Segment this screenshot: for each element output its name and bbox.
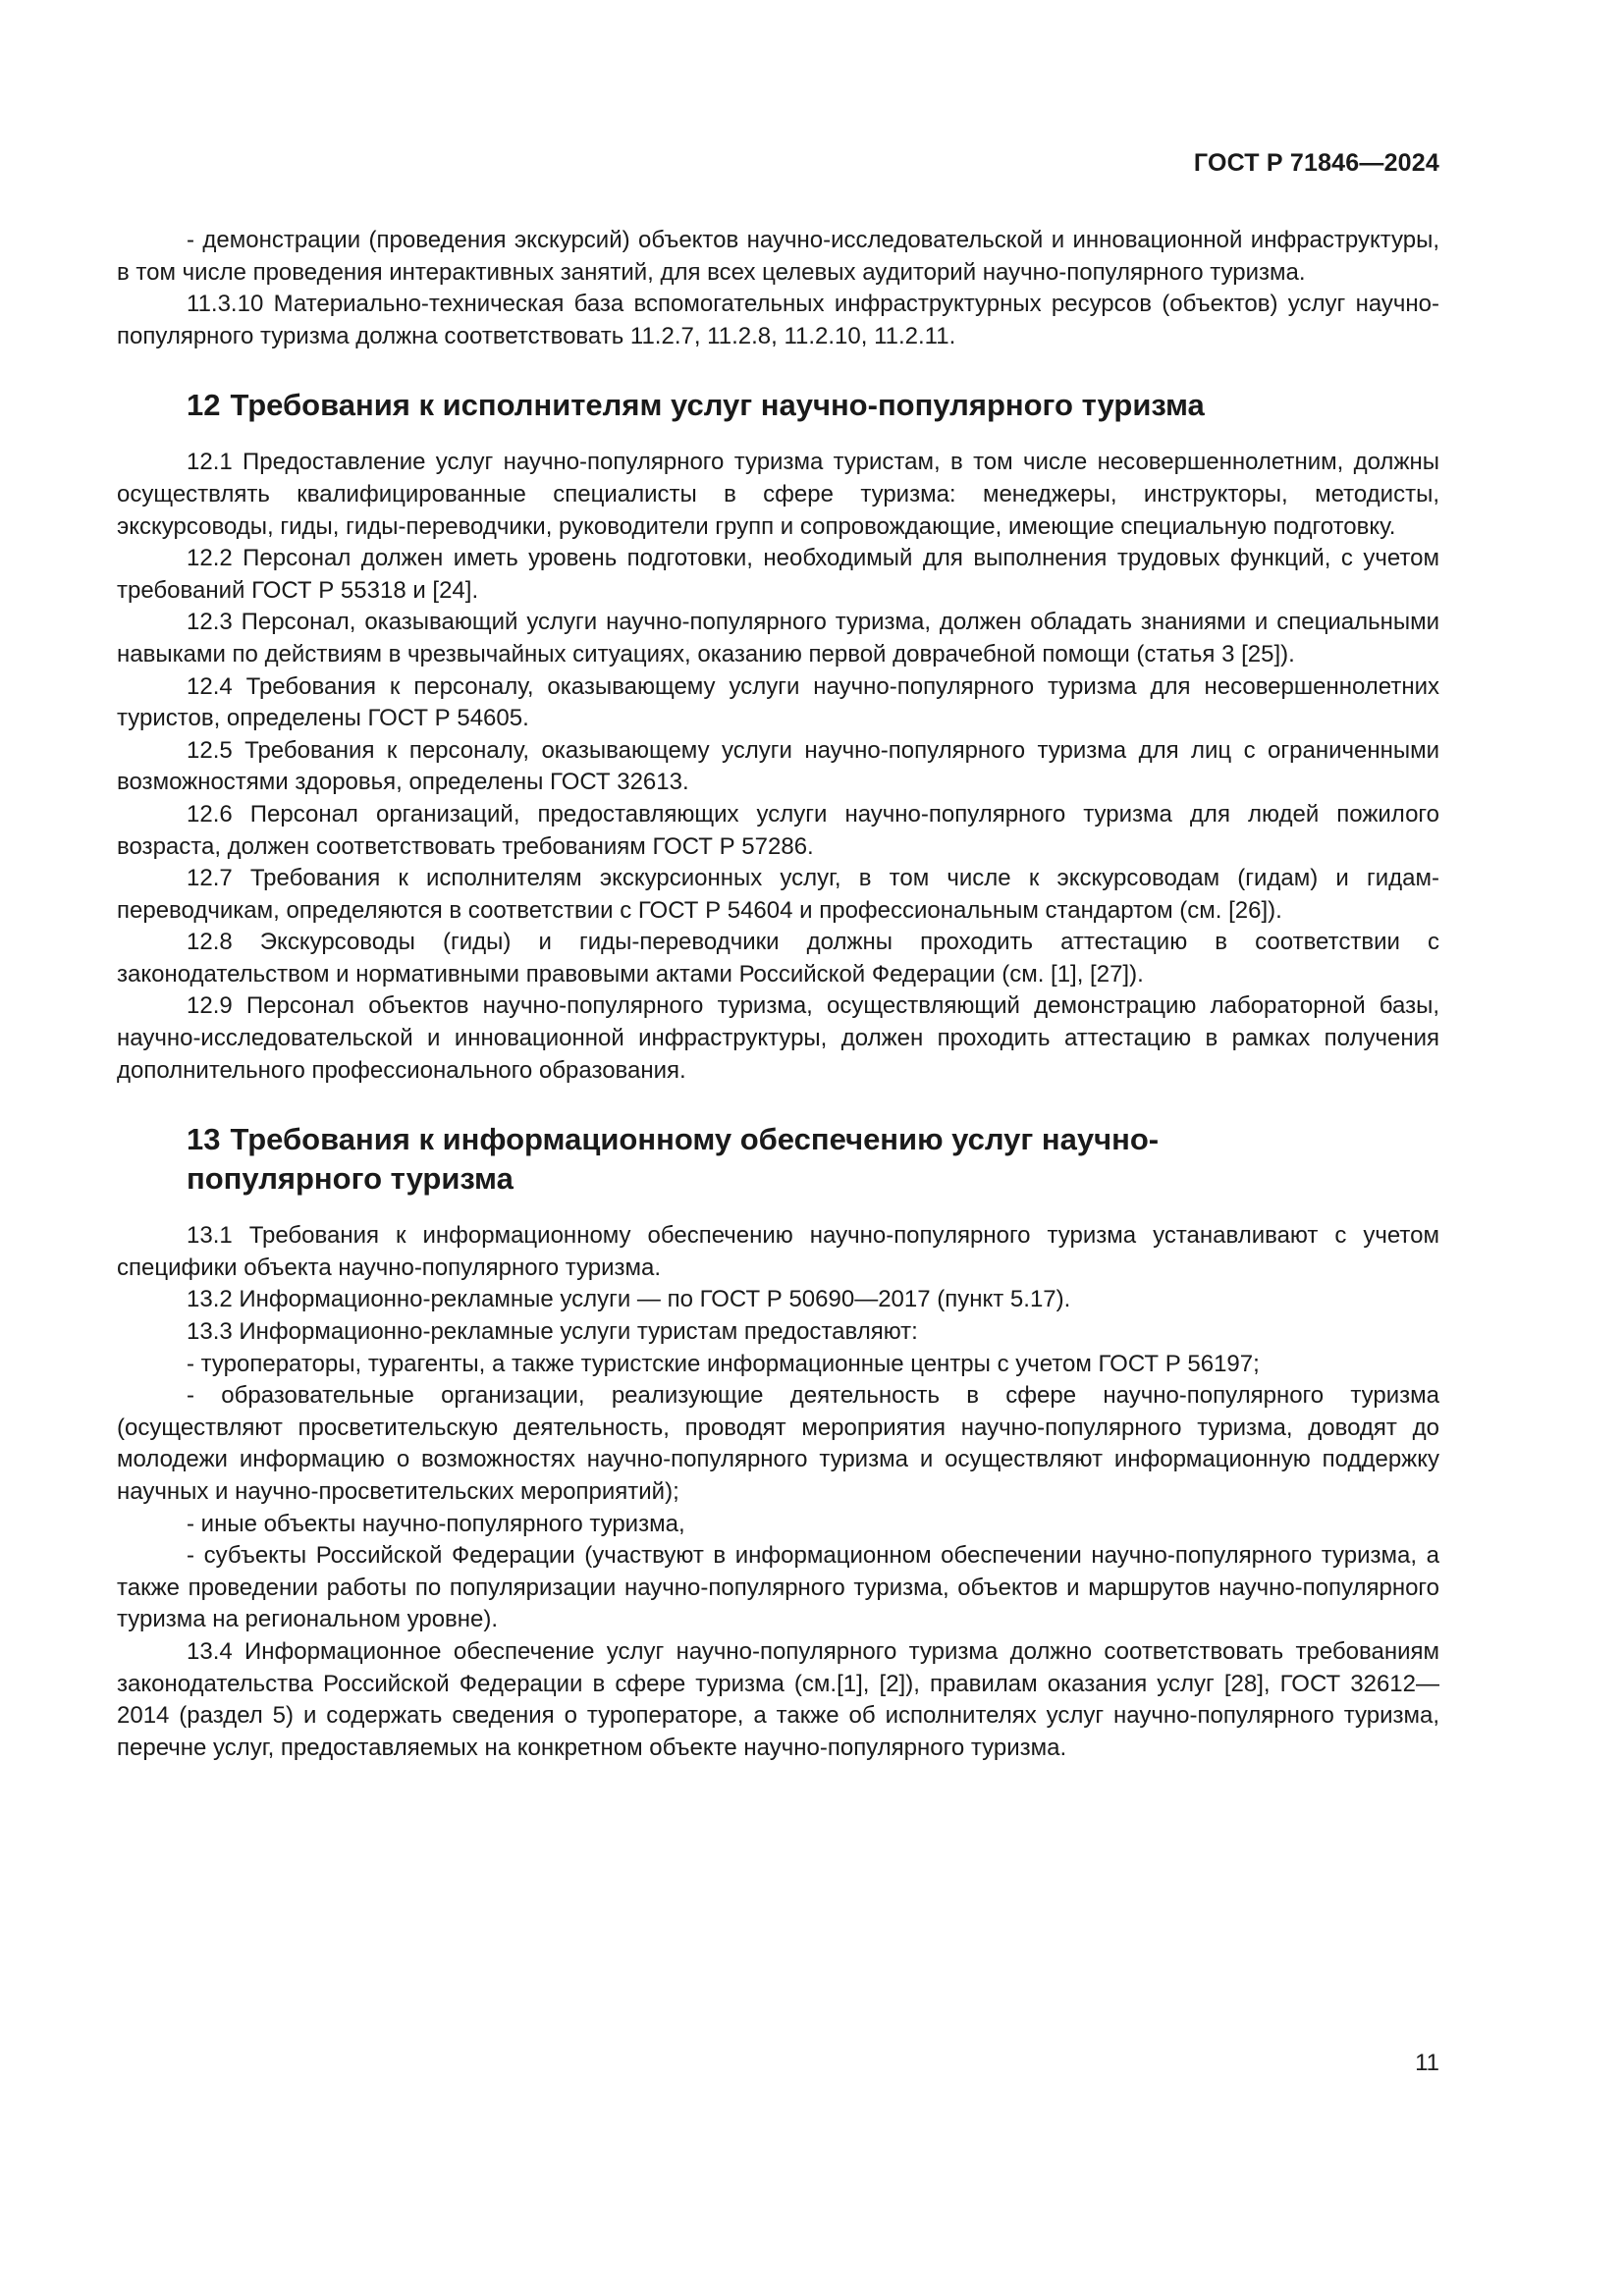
paragraph: - демонстрации (проведения экскурсий) объектов научно-исследовательской и инновационной инфраструктуры, в том числе проведения интерактивных занятий, для всех целевых аудиторий научно-популярного туризма. <box>117 227 1439 286</box>
section-number: 13 <box>187 1122 221 1157</box>
paragraph: 12.6 Персонал организаций, предоставляющих услуги научно-популярного туризма для людей пожилого возраста, должен соответствовать требованиям ГОСТ Р 57286. <box>117 800 1439 860</box>
section-title: Требования к исполнителям услуг научно-популярного туризма <box>230 388 1205 423</box>
paragraph: 11.3.10 Материально-техническая база вспомогательных инфраструктурных ресурсов (объектов) услуг научно-популярного туризма должна соответствовать 11.2.7, 11.2.8, 11.2.10, 11.2.11. <box>117 291 1439 349</box>
paragraph: 13.1 Требования к информационному обеспечению научно-популярного туризма устанавливают с учетом специфики объекта научно-популярного туризма. <box>117 1222 1439 1281</box>
section-title: Требования к информационному обеспечению услуг научно-популярного туризма <box>187 1122 1160 1197</box>
paragraph: - иные объекты научно-популярного туризма, <box>187 1510 685 1537</box>
paragraph: 12.8 Экскурсоводы (гиды) и гиды-переводчики должны проходить аттестацию в соответствии с законодательством и нормативными правовыми актами Российской Федерации (см. [1], [27]). <box>117 929 1439 988</box>
section-heading-13 <box>117 1120 1439 1199</box>
paragraph: 12.2 Персонал должен иметь уровень подготовки, необходимый для выполнения трудовых функций, с учетом требований ГОСТ Р 55318 и [24]. <box>117 545 1439 604</box>
paragraph: - субъекты Российской Федерации (участвуют в информационном обеспечении научно-популярного туризма, а также проведении работы по популяризации научно-популярного туризма, объектов и маршрутов научно-популярного туризма на региональном уровне). <box>117 1542 1439 1633</box>
paragraph: - туроператоры, турагенты, а также туристские информационные центры с учетом ГОСТ Р 56197; <box>187 1350 1260 1377</box>
paragraph: - образовательные организации, реализующие деятельность в сфере научно-популярного туризма (осуществляют просветительскую деятельность, проводят мероприятия научно-популярного туризма, доводят до молодежи информацию о возможностях научно-популярного туризма и осуществляют информационную поддержку научных и научно-просветительских мероприятий); <box>117 1382 1439 1505</box>
paragraph: 12.4 Требования к персоналу, оказывающему услуги научно-популярного туризма для несовершеннолетних туристов, определены ГОСТ Р 54605. <box>117 672 1439 732</box>
document-header-id: ГОСТ Р 71846—2024 <box>1193 149 1439 177</box>
paragraph: 13.4 Информационное обеспечение услуг научно-популярного туризма должно соответствовать требованиям законодательства Российской Федерации в сфере туризма (см.[1], [2]), правилам оказания услуг [28], ГОСТ 32612—2014 (раздел 5) и содержать сведения о туроператоре, а также об исполнителях услуг научно-популярного туризма, перечне услуг, предоставляемых на конкретном объекте научно-популярного туризма. <box>117 1637 1439 1761</box>
paragraph: 13.3 Информационно-рекламные услуги туристам предоставляют: <box>187 1318 918 1346</box>
paragraph: 12.9 Персонал объектов научно-популярного туризма, осуществляющий демонстрацию лабораторной базы, научно-исследовательской и инновационной инфраструктуры, должен проходить аттестацию в рамках получения дополнительного профессионального образования. <box>117 992 1439 1084</box>
paragraph: 13.2 Информационно-рекламные услуги — по ГОСТ Р 50690—2017 (пункт 5.17). <box>187 1286 1071 1313</box>
paragraph: 12.7 Требования к исполнителям экскурсионных услуг, в том числе к экскурсоводам (гидам) и гидам-переводчикам, определяются в соответствии с ГОСТ Р 54604 и профессиональным стандартом (см. [26]). <box>117 865 1439 924</box>
page-number: 11 <box>1415 2050 1439 2076</box>
paragraph: 12.3 Персонал, оказывающий услуги научно-популярного туризма, должен обладать знаниями и специальными навыками по действиям в чрезвычайных ситуациях, оказанию первой доврачебной помощи (статья 3 [25]). <box>117 609 1439 667</box>
section-number: 12 <box>187 388 221 423</box>
paragraph: 12.5 Требования к персоналу, оказывающему услуги научно-популярного туризма для лиц с ограниченными возможностями здоровья, определены ГОСТ 32613. <box>117 736 1439 796</box>
paragraph: 12.1 Предоставление услуг научно-популярного туризма туристам, в том числе несовершеннолетним, должны осуществлять квалифицированные специалисты в сфере туризма: менеджеры, инструкторы, методисты, экскурсоводы, гиды, гиды-переводчики, руководители групп и сопровождающие, имеющие специальную подготовку. <box>117 449 1439 540</box>
section-heading-12 <box>117 386 1439 425</box>
document-body <box>117 225 1439 1764</box>
